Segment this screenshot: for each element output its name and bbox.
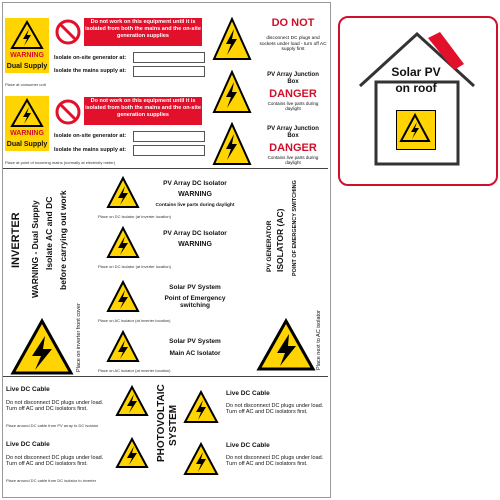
placement-note: Place around DC cable from PV array to DC isolator	[6, 423, 99, 428]
isolate-mains-field	[133, 66, 205, 77]
photovoltaic-system: SYSTEM	[168, 404, 179, 446]
placement-note: Place on AC isolator (at inverter location)	[98, 368, 171, 373]
inverter-label	[10, 212, 22, 268]
house-line2: on roof	[395, 81, 437, 95]
inverter-before-text: before carrying out work	[58, 190, 68, 290]
no-entry-icon	[54, 18, 82, 46]
photovoltaic-title: PHOTOVOLTAIC	[156, 384, 167, 462]
isolate-mains-label: Isolate the mains supply at:	[54, 147, 127, 153]
dual-supply-label: Dual Supply	[6, 141, 48, 148]
generator-line3	[292, 180, 298, 276]
isolate-generator-field	[133, 52, 205, 63]
live-dc-title: Live DC Cable	[226, 390, 270, 397]
placement-note: Place at point of incoming mains (normally at electricity meter)	[5, 160, 116, 165]
live-dc-text: Do not disconnect DC plugs under load. Turn off AC and DC isolators first.	[6, 400, 104, 413]
electric-hazard-icon	[183, 390, 219, 424]
danger-label: DANGER	[269, 142, 317, 154]
main-ac-sub: Main AC Isolator	[169, 350, 221, 357]
electric-hazard-icon	[106, 176, 140, 210]
isolate-mains-field	[133, 145, 205, 156]
danger-text: Contains live parts during daylight	[267, 155, 319, 166]
isolate-generator-field	[133, 131, 205, 142]
electric-hazard-icon	[183, 442, 219, 476]
inverter-before-line	[58, 190, 68, 290]
inverter-placement	[76, 303, 82, 372]
electric-hazard-icon	[106, 280, 140, 314]
photovoltaic-line2	[168, 405, 179, 446]
electric-hazard-icon	[115, 437, 149, 469]
live-dc-text: Do not disconnect DC plugs under load. Turn off AC and DC isolators first.	[6, 455, 104, 468]
electric-hazard-icon	[106, 226, 140, 260]
live-dc-title: Live DC Cable	[226, 442, 270, 449]
placement-note: Place on AC isolator (at inverter location)	[98, 318, 171, 323]
electric-hazard-icon	[10, 20, 44, 50]
placement-note: Place at consumer unit	[5, 82, 46, 87]
inverter-title: INVERTER	[10, 212, 22, 268]
electric-hazard-icon	[10, 318, 74, 376]
divider	[3, 376, 328, 377]
electric-hazard-icon	[212, 70, 252, 114]
do-not-title: DO NOT	[271, 17, 315, 29]
generator-placement	[316, 310, 322, 370]
emergency-title: Solar PV System	[169, 284, 221, 291]
electric-hazard-icon	[106, 330, 140, 364]
isolate-generator-label: Isolate on-site generator at:	[54, 133, 127, 139]
red-notice: Do not work on this equipment until it is isolated from both the mains and the on-site generation supplies	[84, 18, 202, 46]
isolate-mains-label: Isolate the mains supply at:	[54, 68, 127, 74]
placement-note: Place on DC isolator (at inverter location)	[98, 264, 171, 269]
house-outline-icon	[350, 24, 484, 174]
red-notice: Do not work on this equipment until it is isolated from both the mains and the on-site generation supplies	[84, 97, 202, 125]
photovoltaic-line1	[156, 384, 167, 462]
inverter-warning-line	[30, 200, 40, 298]
generator-isolator: ISOLATOR (AC)	[275, 208, 285, 272]
warning-label: WARNING	[10, 52, 44, 59]
electric-hazard-icon	[212, 17, 252, 61]
no-entry-icon	[54, 98, 82, 126]
generator-title: PV GENERATOR	[266, 220, 273, 272]
live-dc-title: Live DC Cable	[6, 386, 50, 393]
electric-hazard-icon	[212, 122, 252, 166]
dc-isolator-warning: WARNING	[178, 191, 212, 198]
divider	[3, 168, 328, 169]
danger-text: Contains live parts during daylight	[267, 101, 319, 112]
live-dc-title: Live DC Cable	[6, 441, 50, 448]
inverter-isolate-line	[44, 197, 54, 270]
emergency-sub: Point of Emergency switching	[164, 295, 226, 310]
electric-hazard-icon	[115, 385, 149, 417]
generator-line1	[266, 221, 273, 272]
placement-note: Place around DC cable from DC isolator to inverter	[6, 478, 97, 483]
warning-label: WARNING	[10, 130, 44, 137]
dc-isolator-text: Contains live parts during daylight	[155, 203, 235, 208]
junction-box-title: PV Array Junction Box	[267, 126, 319, 139]
inverter-isolate-text: Isolate AC and DC	[44, 196, 54, 270]
inverter-warning-text: WARNING - Dual Supply	[30, 200, 40, 298]
electric-hazard-icon	[10, 98, 44, 128]
electric-hazard-icon	[399, 113, 431, 143]
generator-placement-text: Place next to AC isolator	[316, 310, 322, 370]
isolate-generator-label: Isolate on-site generator at:	[54, 55, 127, 61]
house-line1: Solar PV	[391, 65, 441, 79]
dual-supply-label: Dual Supply	[6, 63, 48, 70]
generator-line2	[275, 209, 285, 272]
dc-isolator-warning: WARNING	[178, 241, 212, 248]
inverter-placement-text: Place on inverter front cover	[76, 303, 82, 372]
junction-box-title: PV Array Junction Box	[267, 72, 319, 85]
live-dc-text: Do not disconnect DC plugs under load. Turn off AC and DC isolators first.	[226, 455, 324, 468]
dc-isolator-title: PV Array DC Isolator	[163, 180, 227, 187]
danger-label: DANGER	[269, 88, 317, 100]
generator-emergency: POINT OF EMERGENCY SWITCHING	[292, 180, 298, 276]
main-ac-title: Solar PV System	[169, 338, 221, 345]
live-dc-text: Do not disconnect DC plugs under load. Turn off AC and DC isolators first.	[226, 403, 324, 416]
dc-isolator-title: PV Array DC Isolator	[163, 230, 227, 237]
do-not-text: disconnect DC plugs and sockets under load - turn off AC supply first	[259, 36, 327, 53]
electric-hazard-icon	[256, 318, 316, 372]
placement-note: Place on DC isolator (at inverter location)	[98, 214, 171, 219]
